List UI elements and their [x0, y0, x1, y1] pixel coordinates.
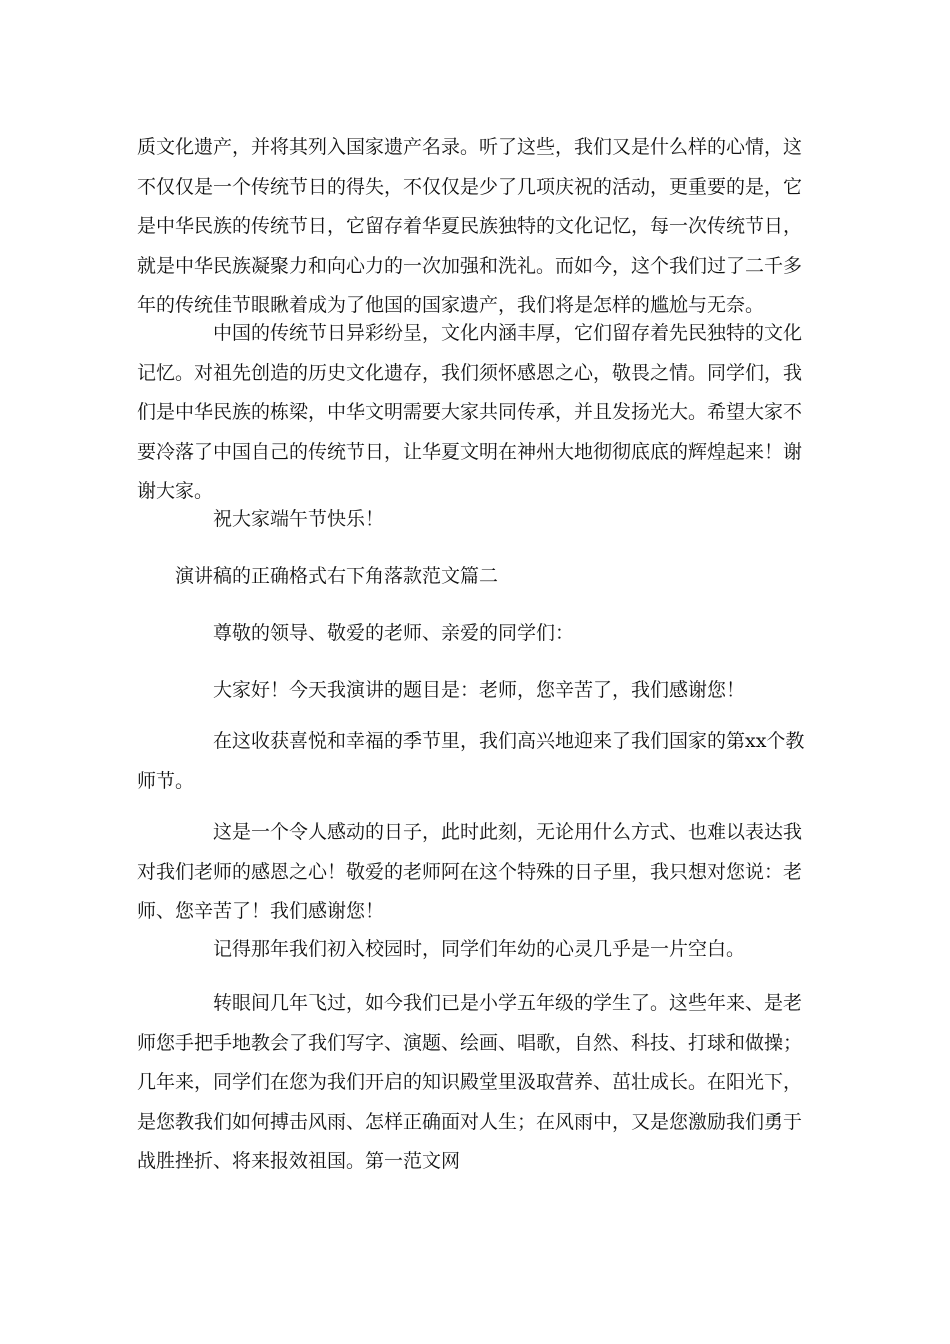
paragraph-line: 记得那年我们初入校园时，同学们年幼的心灵几乎是一片空白。: [213, 938, 746, 960]
section-heading-text: 演讲稿的正确格式右下角落款范文篇二: [175, 565, 499, 587]
paragraph-line: 要冷落了中国自己的传统节日，让华夏文明在神州大地彻彻底底的辉煌起来！谢: [137, 440, 803, 463]
paragraph-line: 不仅仅是一个传统节日的得失，不仅仅是少了几项庆祝的活动，更重要的是，它: [137, 175, 803, 198]
paragraph-line: 是您教我们如何搏击风雨、怎样正确面对人生；在风雨中，又是您激励我们勇于: [137, 1110, 803, 1133]
paragraph-line: 几年来，同学们在您为我们开启的知识殿堂里汲取营养、茁壮成长。在阳光下，: [137, 1071, 803, 1093]
paragraph-line: 是中华民族的传统节日，它留存着华夏民族独特的文化记忆，每一次传统节日，: [137, 215, 803, 237]
paragraph-gratitude: [137, 813, 817, 932]
paragraph-line: 尊敬的领导、敬爱的老师、亲爱的同学们：: [213, 622, 575, 644]
paragraph-salutation: [137, 614, 817, 654]
paragraph-line: 师、您辛苦了！我们感谢您！: [137, 900, 385, 922]
paragraph-line: 师您手把手地教会了我们写字、演题、绘画、唱歌，自然、科技、打球和做操；: [137, 1031, 803, 1054]
paragraph-growth: [137, 984, 817, 1182]
paragraph-first-year: [137, 930, 817, 970]
paragraph-line: 谢大家。: [137, 480, 214, 502]
paragraph-line: 质文化遗产，并将其列入国家遗产名录。听了这些，我们又是什么样的心情，这: [137, 136, 803, 158]
paragraph-line: 对我们老师的感恩之心！敬爱的老师阿在这个特殊的日子里，我只想对您说：老: [137, 860, 803, 883]
paragraph-line: 转眼间几年飞过，如今我们已是小学五年级的学生了。这些年来、是老: [213, 992, 803, 1014]
paragraph-opening: [137, 671, 817, 711]
paragraph-line: 祝大家端午节快乐！: [213, 508, 385, 530]
paragraph-line: 这是一个令人感动的日子，此时此刻，无论用什么方式、也难以表达我: [213, 821, 803, 843]
paragraph-greeting-dragon-boat: [137, 500, 817, 540]
paragraph-line: 们是中华民族的栋梁，中华文明需要大家共同传承，并且发扬光大。希望大家不: [137, 401, 803, 423]
paragraph-traditional-festivals: [137, 314, 817, 512]
section-heading: [137, 557, 817, 597]
paragraph-line: 大家好！今天我演讲的题目是：老师，您辛苦了，我们感谢您！: [213, 679, 746, 701]
paragraph-intangible-heritage: [137, 128, 817, 326]
paragraph-teachers-day: [137, 722, 817, 801]
paragraph-line: 在这收获喜悦和幸福的季节里，我们高兴地迎来了我们国家的第xx个教: [213, 730, 805, 752]
paragraph-line: 战胜挫折、将来报效祖国。第一范文网: [137, 1150, 461, 1172]
paragraph-line: 记忆。对祖先创造的历史文化遗存，我们须怀感恩之心，敬畏之情。同学们，我: [137, 361, 803, 384]
paragraph-line: 年的传统佳节眼瞅着成为了他国的国家遗产，我们将是怎样的尴尬与无奈。: [137, 294, 765, 316]
paragraph-line: 师节。: [137, 769, 195, 792]
paragraph-line: 就是中华民族凝聚力和向心力的一次加强和洗礼。而如今，这个我们过了二千多: [137, 254, 803, 277]
paragraph-line: 中国的传统节日异彩纷呈，文化内涵丰厚，它们留存着先民独特的文化: [213, 322, 803, 344]
